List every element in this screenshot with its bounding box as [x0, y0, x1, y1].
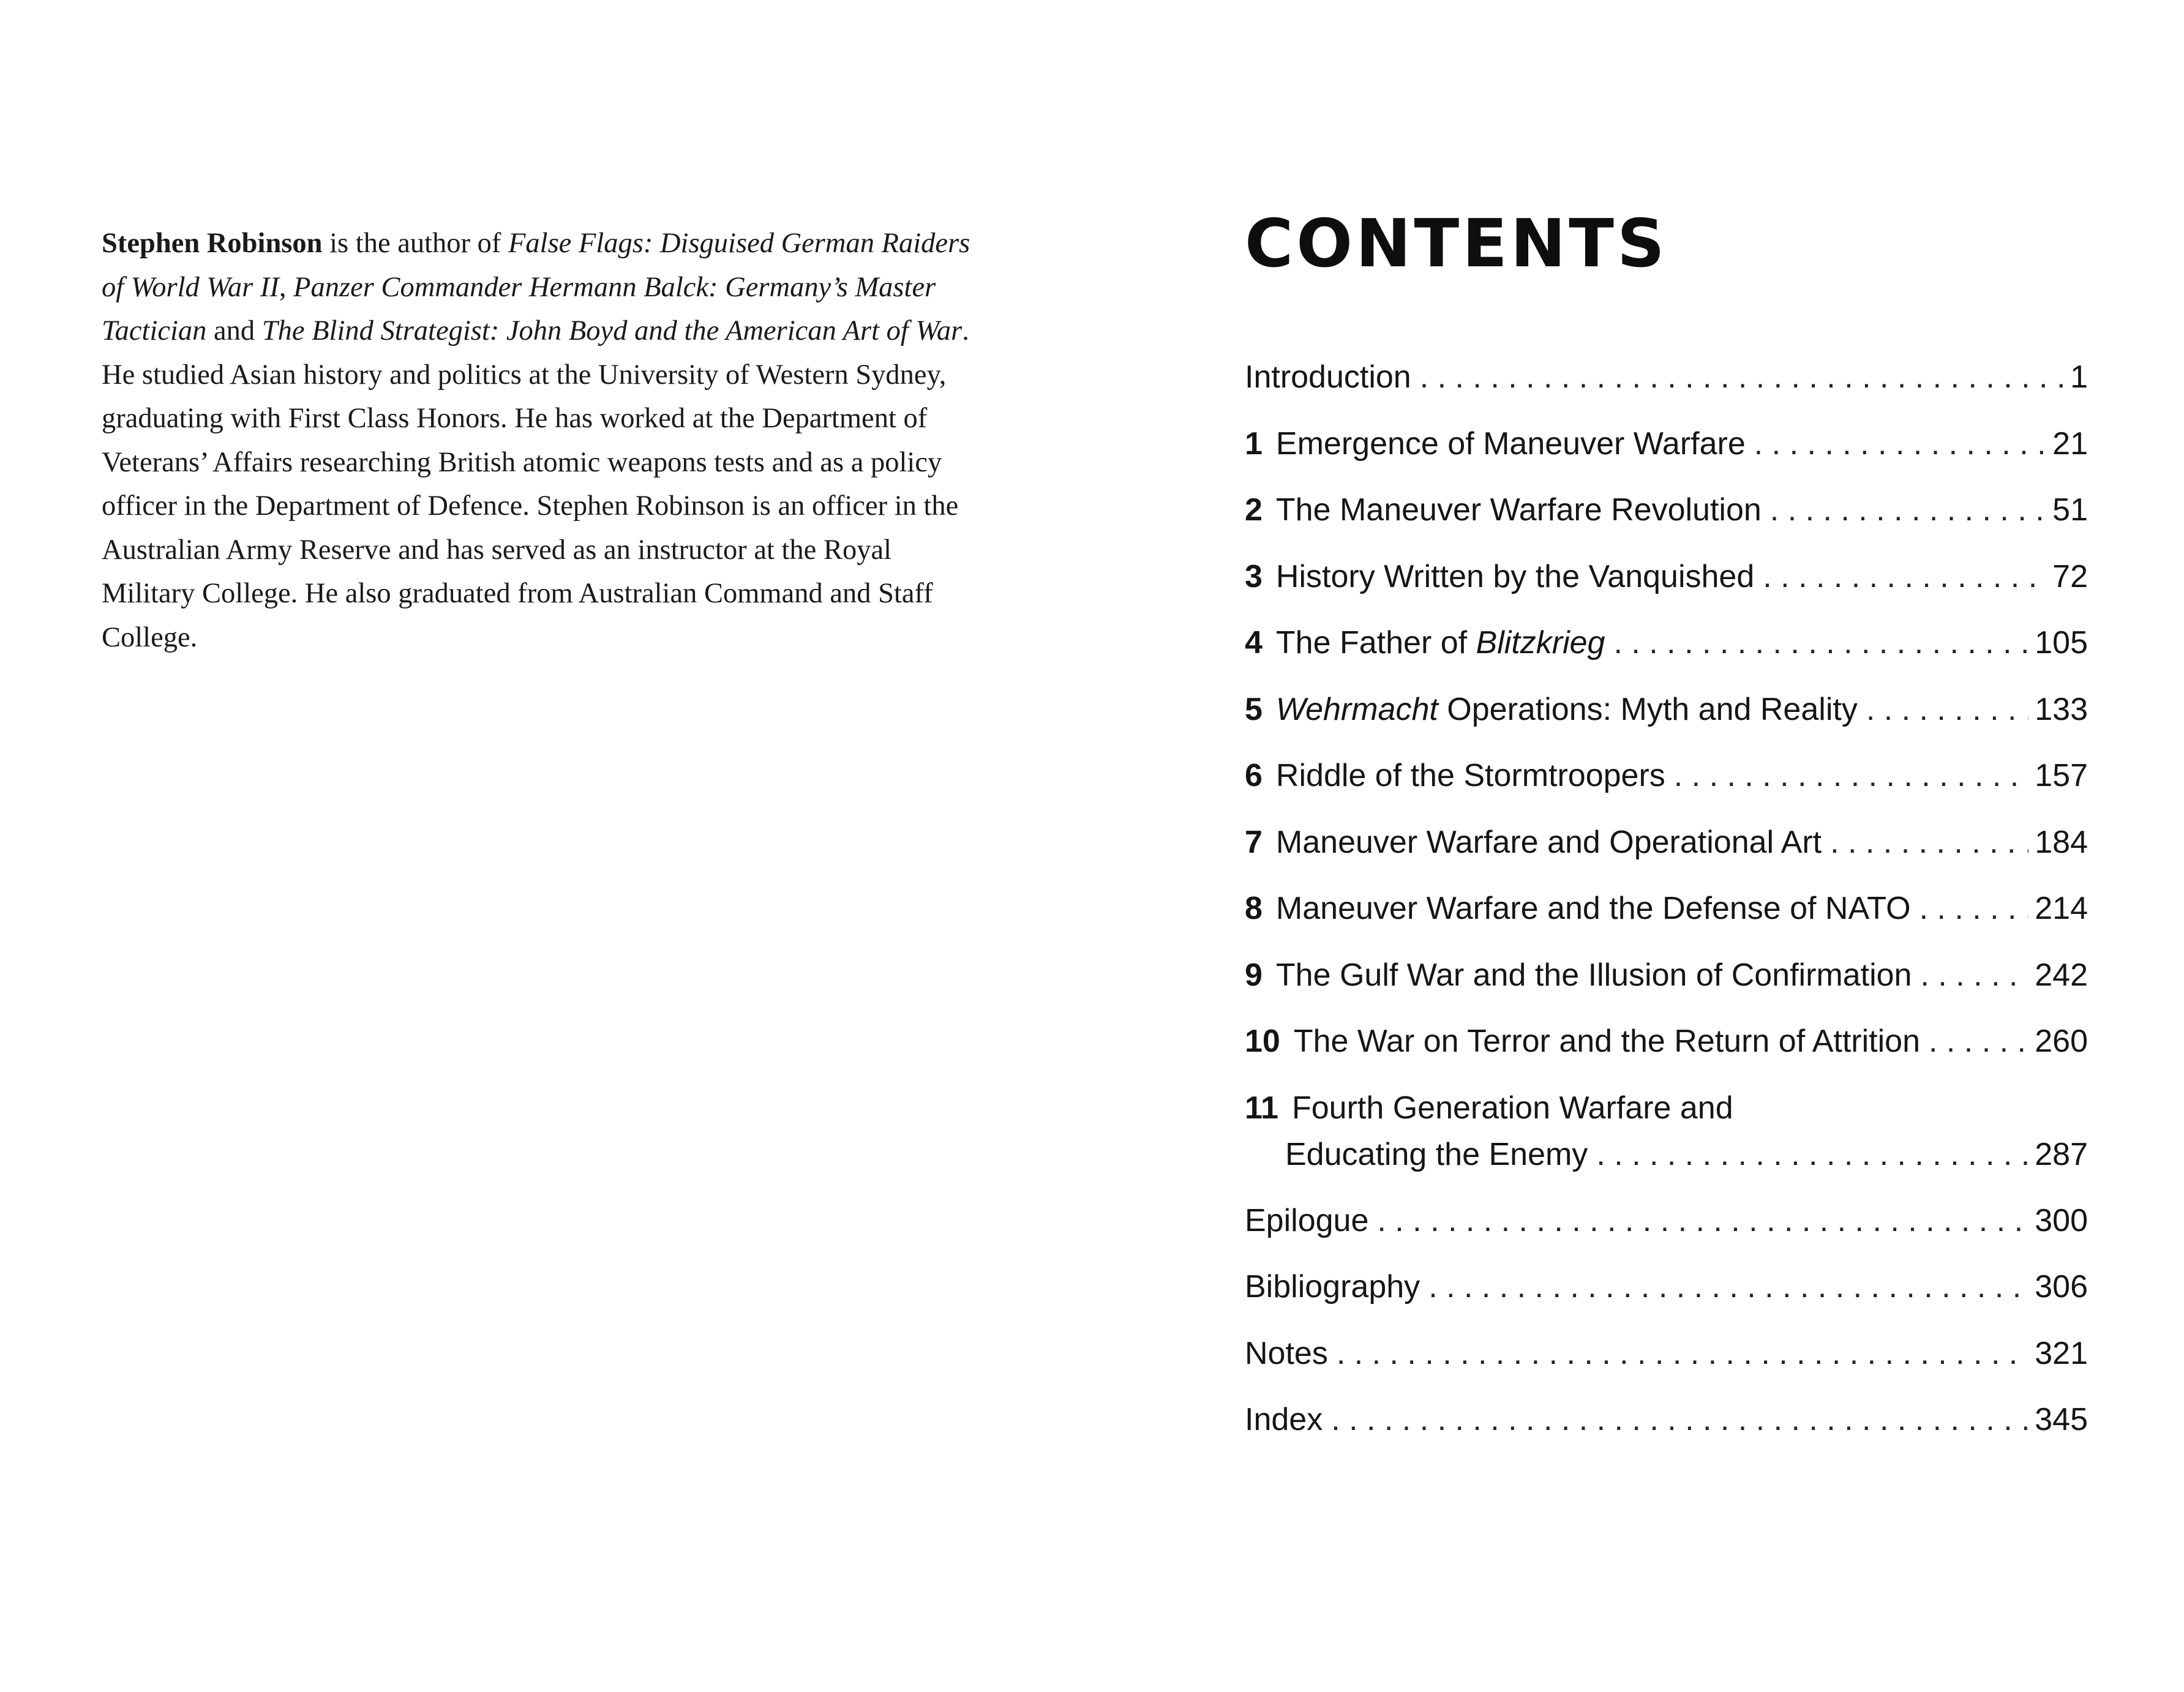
- dot-leader: [1866, 686, 2028, 733]
- toc-page-number: 72: [2052, 558, 2088, 594]
- toc-title: History Written by the Vanquished: [1275, 558, 1755, 594]
- chapter-number: 5: [1245, 691, 1263, 727]
- toc-entry-epilogue[interactable]: [1245, 1197, 2088, 1264]
- dot-leader: [1770, 487, 2046, 533]
- toc-entry-chapter-3[interactable]: [1245, 553, 2088, 620]
- toc-page-number: 133: [2035, 691, 2088, 727]
- toc-title-part: Operations: Myth and Reality: [1438, 691, 1858, 727]
- chapter-number: 9: [1245, 957, 1263, 993]
- chapter-number: 6: [1245, 758, 1263, 793]
- toc-page-number: 321: [2035, 1335, 2088, 1371]
- dot-leader: [1331, 1396, 2028, 1443]
- toc-title-part: The Father of: [1275, 625, 1476, 661]
- bio-intro: is the author of: [322, 228, 508, 259]
- chapter-number: 8: [1245, 891, 1263, 926]
- toc-title: Emergence of Maneuver Warfare: [1275, 425, 1746, 462]
- table-of-contents: [1245, 354, 2088, 1463]
- dot-leader: [1929, 1018, 2028, 1065]
- bio-body: . He studied Asian history and politics at the University of Western Sydney, graduating with First Class Honors. He has worked at the Department of Veterans’ Affairs researching British atomic weapons tests and as a policy officer in the Department of Defence. Stephen Robinson is an officer in the Australian Army Reserve and has served as an instructor at the Royal Military College. He also graduated from Australian Command and Staff College.: [102, 315, 969, 653]
- toc-title: Maneuver Warfare and Operational Art: [1275, 824, 1822, 860]
- chapter-number: 3: [1245, 558, 1263, 594]
- toc-page-number: 184: [2035, 824, 2088, 860]
- chapter-number: 2: [1245, 492, 1263, 528]
- chapter-number: 1: [1245, 425, 1263, 462]
- dot-leader: [1428, 1263, 2028, 1310]
- bio-separator: and: [206, 315, 262, 346]
- toc-title-line-2: Educating the Enemy: [1285, 1136, 1588, 1172]
- dot-leader: [1920, 952, 2028, 998]
- toc-page-number: 287: [2035, 1136, 2088, 1172]
- toc-title: [1276, 686, 1858, 733]
- toc-title: Epilogue: [1245, 1202, 1369, 1238]
- dot-leader: [1919, 885, 2029, 932]
- contents-heading: CONTENTS: [1245, 206, 1668, 282]
- toc-entry-chapter-8[interactable]: [1245, 885, 2088, 952]
- toc-title-italic: Wehrmacht: [1275, 691, 1438, 727]
- toc-title: [1276, 620, 1605, 666]
- toc-entry-chapter-2[interactable]: [1245, 487, 2088, 553]
- toc-entry-chapter-11[interactable]: [1245, 1085, 2088, 1197]
- toc-entry-chapter-9[interactable]: [1245, 952, 2088, 1019]
- toc-title: Introduction: [1245, 359, 1411, 395]
- toc-entry-index[interactable]: [1245, 1396, 2088, 1463]
- book-title-panzer-commander: Panzer Commander Hermann Balck: Germany’s Master Tactician: [102, 271, 936, 346]
- toc-page-number: 300: [2035, 1202, 2088, 1238]
- toc-page-number: 1: [2070, 359, 2088, 395]
- toc-entry-bibliography[interactable]: [1245, 1263, 2088, 1330]
- dot-leader: [1674, 752, 2028, 799]
- toc-entry-chapter-1[interactable]: [1245, 421, 2088, 487]
- bio-separator: ,: [279, 271, 294, 303]
- toc-entry-chapter-4[interactable]: [1245, 620, 2088, 686]
- chapter-number: 10: [1245, 1024, 1280, 1059]
- toc-entry-chapter-10[interactable]: [1245, 1018, 2088, 1085]
- dot-leader: [1377, 1197, 2028, 1244]
- toc-title: Maneuver Warfare and the Defense of NATO: [1275, 891, 1911, 926]
- toc-title: Notes: [1245, 1335, 1328, 1371]
- toc-page-number: 345: [2035, 1402, 2088, 1437]
- toc-page-number: 51: [2052, 492, 2088, 528]
- book-title-false-flags: False Flags: Disguised German Raiders of World War II: [102, 228, 970, 303]
- toc-page-number: 214: [2035, 891, 2088, 926]
- book-title-blind-strategist: The Blind Strategist: John Boyd and the American Art of War: [261, 315, 963, 346]
- dot-leader: [1763, 553, 2046, 600]
- toc-title: Bibliography: [1245, 1269, 1420, 1305]
- toc-page-number: 306: [2035, 1269, 2088, 1305]
- dot-leader: [1754, 421, 2046, 467]
- author-bio: [102, 222, 971, 659]
- toc-title-italic: Blitzkrieg: [1476, 625, 1605, 661]
- toc-entry-chapter-5[interactable]: [1245, 686, 2088, 753]
- toc-title: The War on Terror and the Return of Attrition: [1293, 1024, 1921, 1059]
- toc-page-number: 242: [2035, 957, 2088, 993]
- toc-entry-chapter-7[interactable]: [1245, 819, 2088, 886]
- toc-entry-chapter-6[interactable]: [1245, 752, 2088, 819]
- toc-page-number: 260: [2035, 1024, 2088, 1059]
- dot-leader: [1613, 620, 2028, 666]
- author-name: Stephen Robinson: [102, 228, 323, 259]
- toc-page-number: 105: [2035, 625, 2088, 661]
- toc-entry-notes[interactable]: [1245, 1330, 2088, 1397]
- chapter-number: 7: [1245, 824, 1263, 860]
- toc-entry-introduction[interactable]: [1245, 354, 2088, 421]
- dot-leader: [1420, 354, 2064, 400]
- toc-page-number: 157: [2035, 758, 2088, 793]
- toc-title-line-1: Fourth Generation Warfare and: [1291, 1090, 1733, 1126]
- dot-leader: [1337, 1330, 2028, 1377]
- toc-title: Riddle of the Stormtroopers: [1275, 758, 1665, 793]
- chapter-number: 4: [1245, 625, 1263, 661]
- toc-page-number: 21: [2052, 425, 2088, 462]
- right-page: [1092, 0, 2184, 1692]
- dot-leader: [1596, 1131, 2028, 1178]
- toc-title: Index: [1245, 1402, 1323, 1437]
- chapter-number: 11: [1245, 1090, 1278, 1126]
- toc-title: The Gulf War and the Illusion of Confirmation: [1275, 957, 1912, 993]
- dot-leader: [1830, 819, 2028, 866]
- toc-title: The Maneuver Warfare Revolution: [1275, 492, 1762, 528]
